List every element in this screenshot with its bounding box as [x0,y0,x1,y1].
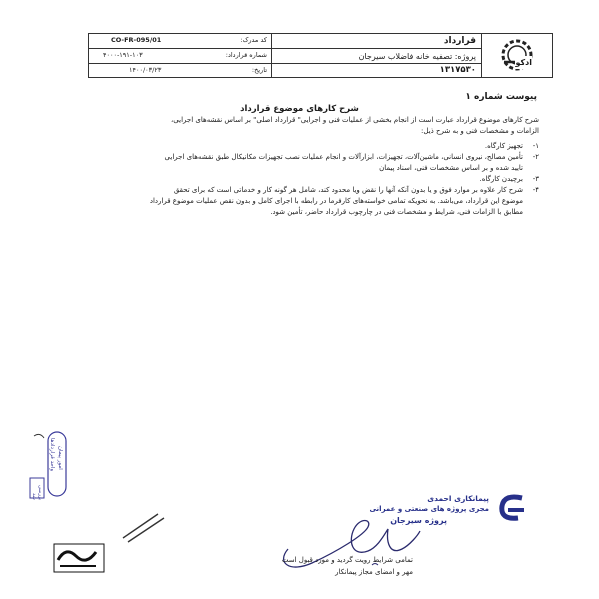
stamp-line-2: مجری پروژه های صنعتی و عمرانی [369,505,489,513]
list-item [59,141,539,152]
item-number: ۳- [532,175,539,183]
header-table [88,33,553,78]
company-seal-icon [52,540,108,576]
date-label: تاریخ: [251,66,267,74]
review-stamp-line-1: واحد قراردادها [49,438,55,472]
contract-number-value: ۴۰۰۰-۱۹۱-۱۰۳ [103,51,143,59]
logo-text: ادکو [515,58,532,67]
signature-caption: مهر و امضای مجاز پیمانکار [335,568,413,576]
project-label: پروژه: [454,52,476,61]
intro-line-2: الزامات و مشخصات فنی و به شرح ذیل: [421,127,539,135]
attachment-title: پیوست شماره ۱ [465,92,537,102]
list-item [59,152,539,163]
item-text: مطابق با الزامات فنی، شرایط و مشخصات فنی در چارچوب قرارداد حاضر، تأمین شود. [270,208,523,216]
section-title: شرح کارهای موضوع قرارداد [240,104,359,114]
document-number: ۱۳۱۷۵۳۰ [439,65,476,75]
acceptance-note: تمامی شرایط رویت گردید و مورد قبول است [281,556,413,564]
list-item [59,174,539,185]
stamp-line-1: پیمانکاری احمدی [427,494,489,503]
initials-scribble-icon [118,508,168,548]
item-text: تأمین مصالح، نیروی انسانی، ماشین‌آلات، تجهیزات، ابزارآلات و انجام عملیات نصب تجهیزات مکانیکال طبق نقشه‌های اجرایی [164,153,523,161]
list-item-continued [59,207,539,218]
signature-icon [268,505,428,575]
project-name: تصفیه خانه فاضلاب سیرجان [358,52,453,61]
list-item [59,185,539,196]
list-item-continued [59,163,539,174]
project-field [359,50,476,63]
code-label: کد مدرک: [240,36,267,44]
intro-line-1: شرح کارهای موضوع قرارداد عبارت است از انجام بخشی از عملیات فنی و اجرایی" قرارداد اصلی" بر اساس نقشه‌های اجرایی، [171,116,539,124]
contractor-logo-icon [494,492,530,526]
item-text: تایید شده و بر اساس مشخصات فنی، اسناد پیمان [379,164,523,172]
header-middle [271,34,482,77]
item-number: ۲- [532,153,539,161]
item-number: ۱- [532,142,539,150]
item-number: ۴- [532,186,539,194]
review-stamp-line-3: بررسی شد [31,485,43,500]
item-text: تجهیز کارگاه. [484,142,523,150]
item-text: موضوع این قرارداد، می‌باشد. به نحویکه تمامی خواسته‌های کارفرما در رابطه با اجرای کامل و بدون نقص عملیات موضوع قرارداد [149,197,523,205]
date-value: ۱۴۰۰/۰۳/۲۳ [129,66,162,74]
header-left [89,34,271,77]
list-item-continued [59,196,539,207]
contract-number-label: شماره قرارداد: [225,51,267,59]
stamp-line-3: پروژه سیرجان [390,516,447,525]
item-text: شرح کار علاوه بر موارد فوق و یا بدون آنکه آنها را نقض ویا محدود کند، شامل هر گونه کار و خدماتی است که برای تحقق [173,186,523,194]
item-text: برچیدن کارگاه. [479,175,523,183]
code-value: CO-FR-095/01 [111,36,162,44]
review-stamp [26,428,72,500]
document-title: قرارداد [443,36,476,46]
review-stamp-line-2: امور پیمان [57,446,63,470]
company-logo [481,34,552,77]
